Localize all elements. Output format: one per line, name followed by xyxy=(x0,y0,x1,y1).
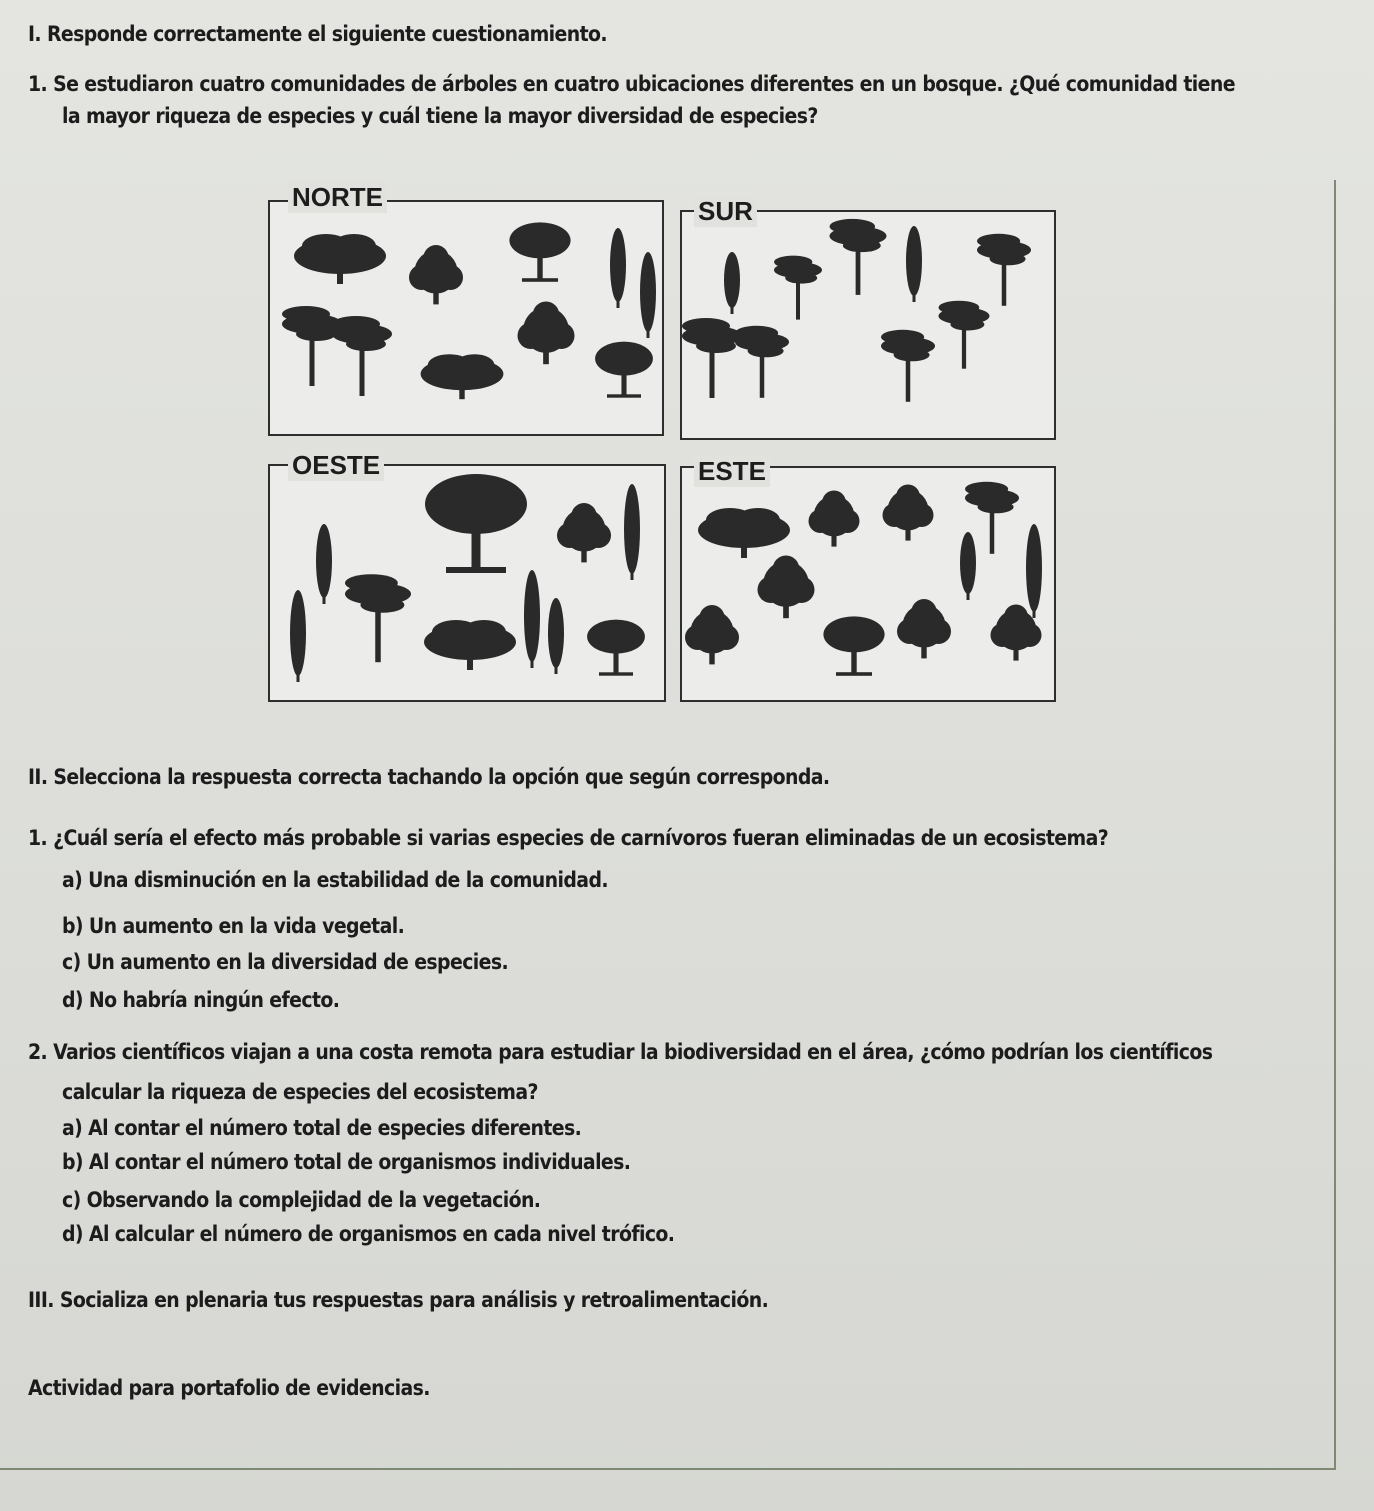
question2-2-option-c[interactable]: c) Observando la complejidad de la vegetación. xyxy=(62,1188,541,1212)
question2-2-option-d[interactable]: d) Al calcular el número de organismos en cada nivel trófico. xyxy=(62,1222,675,1246)
tree-silhouette-icon xyxy=(290,590,306,682)
tree-silhouette-icon xyxy=(809,491,860,547)
question2-1-text: 1. ¿Cuál sería el efecto más probable si varias especies de carnívoros fueran eliminadas de un ecosistema? xyxy=(28,826,1109,850)
tree-silhouette-icon xyxy=(294,234,386,284)
margin-rule-horizontal xyxy=(0,1468,1336,1470)
tree-silhouette-icon xyxy=(557,503,611,562)
tree-silhouette-icon xyxy=(735,326,789,398)
region-label-sur: SUR xyxy=(694,196,757,227)
tree-silhouette-icon xyxy=(1026,524,1042,618)
tree-silhouette-icon xyxy=(548,598,564,674)
question2-1-option-c[interactable]: c) Un aumento en la diversidad de especies. xyxy=(62,950,509,974)
tree-silhouette-icon xyxy=(830,219,887,295)
question2-2-text-line1: 2. Varios científicos viajan a una costa remota para estudiar la biodiversidad en el área, ¿cómo podrían los científicos xyxy=(28,1040,1213,1064)
tree-silhouette-icon xyxy=(758,556,815,619)
tree-silhouette-icon xyxy=(881,330,935,402)
tree-silhouette-icon xyxy=(883,485,934,541)
tree-silhouette-icon xyxy=(424,620,516,670)
tree-silhouette-icon xyxy=(640,252,656,338)
tree-silhouettes xyxy=(0,0,1374,720)
tree-silhouette-icon xyxy=(897,599,951,658)
margin-rule-vertical xyxy=(1334,180,1336,1470)
tree-silhouette-icon xyxy=(960,532,976,600)
tree-silhouette-icon xyxy=(977,234,1031,306)
region-label-este: ESTE xyxy=(694,456,770,487)
tree-silhouette-icon xyxy=(610,228,626,308)
tree-silhouette-icon xyxy=(409,245,463,304)
tree-silhouette-icon xyxy=(595,342,653,398)
question2-1-option-b[interactable]: b) Un aumento en la vida vegetal. xyxy=(62,914,405,938)
tree-silhouette-icon xyxy=(425,474,527,573)
tree-silhouette-icon xyxy=(774,256,822,320)
question2-2-option-a[interactable]: a) Al contar el número total de especies diferentes. xyxy=(62,1116,582,1140)
section2-heading: II. Selecciona la respuesta correcta tachando la opción que según corresponda. xyxy=(28,765,830,789)
tree-silhouette-icon xyxy=(587,620,645,676)
question1-line1: 1. Se estudiaron cuatro comunidades de árboles en cuatro ubicaciones diferentes en un bosque. ¿Qué comunidad tiene xyxy=(28,72,1235,96)
region-label-norte: NORTE xyxy=(288,182,387,213)
tree-silhouette-icon xyxy=(332,316,392,396)
tree-silhouette-icon xyxy=(518,302,575,365)
tree-silhouette-icon xyxy=(316,524,332,604)
section3-heading: III. Socializa en plenaria tus respuestas para análisis y retroalimentación. xyxy=(28,1288,769,1312)
tree-silhouette-icon xyxy=(939,301,990,369)
activity-label: Actividad para portafolio de evidencias. xyxy=(28,1376,430,1400)
tree-silhouette-icon xyxy=(624,484,640,580)
tree-silhouette-icon xyxy=(823,616,884,675)
question2-1-option-a[interactable]: a) Una disminución en la estabilidad de la comunidad. xyxy=(62,868,608,892)
tree-silhouette-icon xyxy=(282,306,342,386)
tree-silhouette-icon xyxy=(682,318,742,398)
question2-2-option-b[interactable]: b) Al contar el número total de organismos individuales. xyxy=(62,1150,631,1174)
question1-line2: la mayor riqueza de especies y cuál tiene la mayor diversidad de especies? xyxy=(62,104,818,128)
question2-1-option-d[interactable]: d) No habría ningún efecto. xyxy=(62,988,340,1012)
tree-silhouette-icon xyxy=(421,354,504,399)
tree-silhouette-icon xyxy=(698,508,790,558)
tree-silhouette-icon xyxy=(724,252,740,314)
section1-heading: I. Responde correctamente el siguiente cuestionamiento. xyxy=(28,22,608,46)
tree-silhouette-icon xyxy=(345,574,411,662)
tree-silhouette-icon xyxy=(524,570,540,668)
tree-silhouette-icon xyxy=(509,222,570,281)
region-label-oeste: OESTE xyxy=(288,450,384,481)
tree-silhouette-icon xyxy=(685,605,739,664)
question2-2-text-line2: calcular la riqueza de especies del ecosistema? xyxy=(62,1080,538,1104)
tree-silhouette-icon xyxy=(906,226,922,302)
